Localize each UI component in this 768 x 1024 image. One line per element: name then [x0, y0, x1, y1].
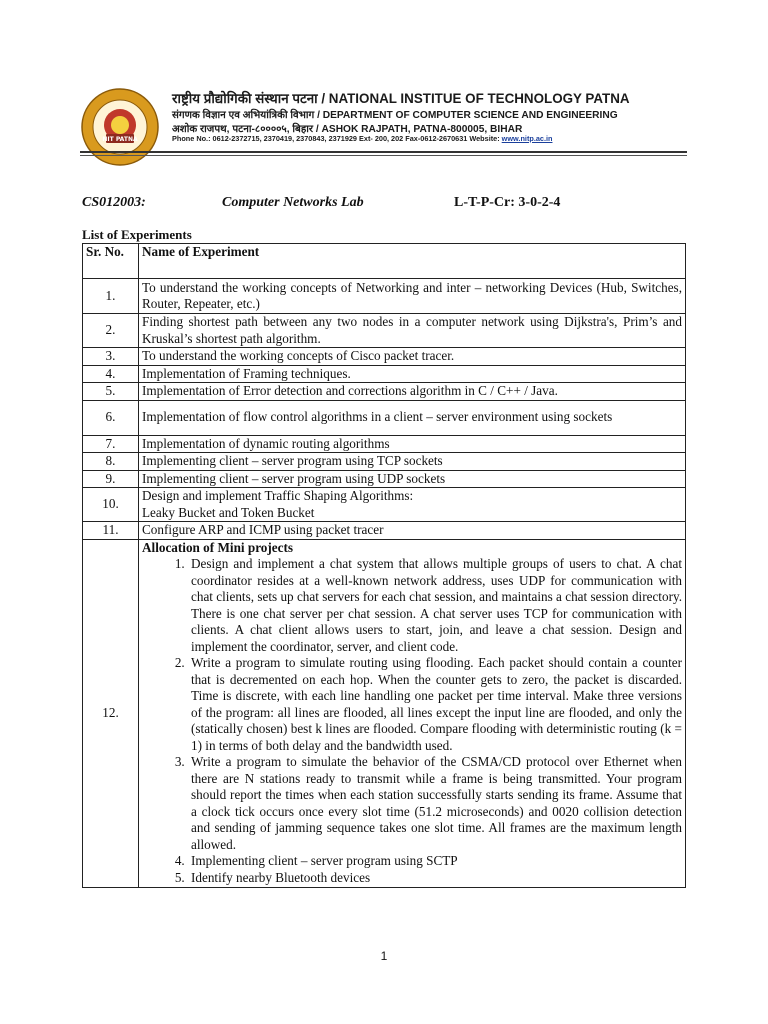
header-institute-line: राष्ट्रीय प्रौद्योगिकी संस्थान पटना / NATIONAL INSTITUE OF TECHNOLOGY PATNA [172, 91, 630, 106]
course-ltp-credits: L-T-P-Cr: 3-0-2-4 [454, 195, 561, 210]
row-sr: 8. [83, 453, 139, 471]
col-header-sr: Sr. No. [83, 244, 139, 279]
row-name-line: Leaky Bucket and Token Bucket [142, 504, 315, 520]
header-phone-fax: Phone No.: 0612-2372715, 2370419, 2370843, 2371929 Ext- 200, 202 Fax-0612-2670631 Website: [172, 134, 502, 143]
table-row [83, 400, 686, 435]
page-number: 1 [380, 949, 388, 963]
table-row [83, 279, 686, 314]
list-item: 4. Implementing client – server program using SCTP [188, 853, 682, 870]
row-sr: 5. [83, 383, 139, 401]
row-sr: 6. [83, 400, 139, 435]
row-name: To understand the working concepts of Networking and inter – networking Devices (Hub, Switches, Router, Repeater, etc.) [139, 279, 686, 314]
table-row [83, 314, 686, 348]
row-name [139, 488, 686, 522]
row-name: Finding shortest path between any two nodes in a computer network using Dijkstra's, Prim’s and Kruskal’s shortest path algorithm. [139, 314, 686, 348]
row-sr: 3. [83, 348, 139, 366]
row-name: Implementation of dynamic routing algorithms [139, 435, 686, 453]
table-row [83, 453, 686, 471]
row-sr: 1. [83, 279, 139, 314]
header-address-line: अशोक राजपथ, पटना-८००००५, बिहार / ASHOK RAJPATH, PATNA-800005, BIHAR [172, 124, 523, 135]
table-row-mini-projects [83, 539, 686, 888]
row-sr: 11. [83, 522, 139, 540]
table-row [83, 365, 686, 383]
list-item: 5. Identify nearby Bluetooth devices [188, 870, 682, 887]
row-sr: 7. [83, 435, 139, 453]
mini-projects-cell [139, 539, 686, 888]
row-name: Configure ARP and ICMP using packet tracer [139, 522, 686, 540]
table-row [83, 348, 686, 366]
row-name: To understand the working concepts of Cisco packet tracer. [139, 348, 686, 366]
row-name: Implementing client – server program using TCP sockets [139, 453, 686, 471]
list-title: List of Experiments [82, 227, 192, 242]
row-name-line: Design and implement Traffic Shaping Algorithms: [142, 488, 414, 503]
logo-text: NIT PATNA [102, 136, 138, 143]
row-sr: 10. [83, 488, 139, 522]
table-row [83, 470, 686, 488]
col-header-name: Name of Experiment [139, 244, 686, 279]
row-sr: 9. [83, 470, 139, 488]
course-name: Computer Networks Lab [222, 195, 364, 210]
row-name: Implementing client – server program using UDP sockets [139, 470, 686, 488]
mini-projects-title: Allocation of Mini projects [142, 539, 294, 555]
table-row [83, 435, 686, 453]
header-department-line: संगणक विज्ञान एव अभियांत्रिकी विभाग / DEPARTMENT OF COMPUTER SCIENCE AND ENGINEERING [172, 110, 618, 121]
row-name: Implementation of Framing techniques. [139, 365, 686, 383]
header-divider-thin [80, 155, 687, 156]
table-row [83, 383, 686, 401]
website-link[interactable]: www.nitp.ac.in [501, 134, 553, 143]
row-name: Implementation of Error detection and corrections algorithm in C / C++ / Java. [139, 383, 686, 401]
row-name: Implementation of flow control algorithms in a client – server environment using sockets [139, 400, 686, 435]
experiments-table [82, 243, 686, 888]
course-code: CS012003: [82, 195, 146, 210]
table-row [83, 488, 686, 522]
row-sr: 4. [83, 365, 139, 383]
table-row [83, 522, 686, 540]
header-divider [80, 151, 687, 153]
mini-projects-list [142, 556, 682, 886]
letterhead [0, 0, 768, 160]
table-header-row [83, 244, 686, 279]
row-sr: 12. [83, 539, 139, 888]
list-item: 3. Write a program to simulate the behavior of the CSMA/CD protocol over Ethernet when there are N stations ready to transmit while a frame is being transmitted. Your program should report the times when each station successfully starts sending its frame. Assume that a clock tick occurs once every slot time (51.2 microseconds) and 0020 collision detection and sending of jamming sequence takes one slot time. All frames are the maximum length allowed. [188, 754, 682, 853]
row-sr: 2. [83, 314, 139, 348]
header-contact-line [172, 134, 552, 143]
list-item: 1. Design and implement a chat system that allows multiple groups of users to chat. A chat coordinator resides at a well-known network address, uses UDP for communication with chat clients, sets up chat servers for each chat session, and maintains a chat session directory. There is one chat server per chat session. A chat server uses TCP for communication with clients. A chat client allows users to start, join, and leave a chat session. Design and implement the coordinator, server, and client code. [188, 556, 682, 655]
list-item: 2. Write a program to simulate routing using flooding. Each packet should contain a counter that is decremented on each hop. When the counter gets to zero, the packet is discarded. Time is discrete, with each line handling one packet per time interval. Make three versions of the program: all lines are flooded, all lines except the input line are flooded, and only the (statically chosen) best k lines are flooded. Compare flooding with deterministic routing (k = 1) in terms of both delay and the bandwidth used. [188, 655, 682, 754]
